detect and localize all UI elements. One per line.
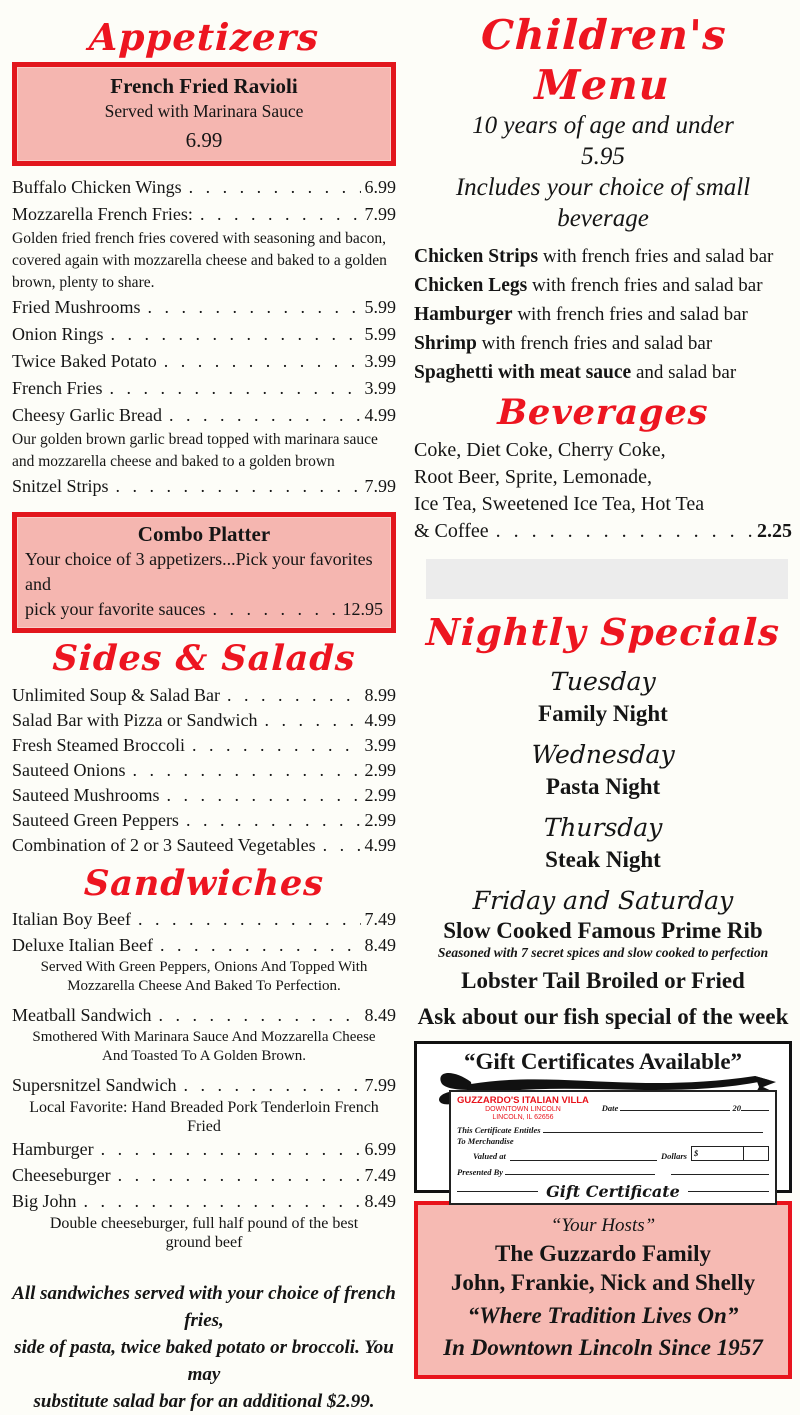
hosts-names: John, Frankie, Nick and Shelly <box>450 1270 756 1295</box>
menu-item: Big John . . . 8.49 <box>12 1188 396 1214</box>
beverages-heading: Beverages <box>496 392 710 433</box>
featured-price: 6.99 <box>185 128 223 152</box>
featured-subtitle: Served with Marinara Sauce <box>104 101 304 121</box>
childrens-menu-heading: Children's Menu <box>480 11 728 109</box>
menu-item: Hamburger . . . 6.99 <box>12 1136 396 1162</box>
menu-item-description: Local Favorite: Hand Breaded Pork Tenderloin French Fried <box>29 1099 379 1135</box>
beverages-price-row: & Coffee . . . 2.25 <box>414 518 792 545</box>
fish-special-note: Ask about our fish special of the week <box>417 1004 789 1029</box>
dot-leader <box>227 683 361 708</box>
gift-certificate-box <box>414 1041 792 1201</box>
dot-leader <box>132 758 360 783</box>
hosts-location: In Downtown Lincoln Since 1957 <box>443 1335 763 1360</box>
special-day: Tuesday <box>549 667 657 696</box>
dot-leader <box>496 518 753 545</box>
menu-item-description: Double cheeseburger, full half pound of the best ground beef <box>49 1215 359 1251</box>
combo-platter-box <box>12 512 396 633</box>
kids-item: Hamburger with french fries and salad bar <box>414 304 748 325</box>
dot-leader <box>167 783 361 808</box>
nightly-specials-heading: Nightly Specials <box>425 610 781 654</box>
menu-item-description: Smothered With Marinara Sauce And Mozzarella Cheese And Toasted To A Golden Brown. <box>32 1029 376 1064</box>
special-day: Wednesday <box>530 740 676 769</box>
blank-gray-band <box>426 559 788 599</box>
menu-item: Deluxe Italian Beef . . . 8.49 <box>12 932 396 958</box>
appetizers-heading: Appetizers <box>88 15 320 59</box>
beverages-list: Coke, Diet Coke, Cherry Coke, Root Beer, Sprite, Lemonade, Ice Tea, Sweetened Ice Tea, Hot Tea & Coffee . . . 2.25 <box>414 437 792 545</box>
childrens-items <box>414 242 792 387</box>
featured-ravioli-box <box>12 62 396 166</box>
dot-leader <box>169 402 361 429</box>
menu-item: Fresh Steamed Broccoli . . . 3.99 <box>12 733 396 758</box>
childrens-price: 5.95 <box>581 143 625 170</box>
hosts-box <box>414 1201 792 1379</box>
special-name: Slow Cooked Famous Prime Rib <box>443 918 763 943</box>
right-column <box>400 0 800 1360</box>
menu-item-description: Served With Green Peppers, Onions And Topped With Mozzarella Cheese And Baked To Perfection. <box>40 959 368 994</box>
sandwiches-list <box>12 906 396 1252</box>
dot-leader <box>111 321 361 348</box>
valued-blank <box>510 1153 657 1161</box>
menu-item: Cheeseburger . . . 7.49 <box>12 1162 396 1188</box>
menu-item: Italian Boy Beef . . . 7.49 <box>12 906 396 932</box>
certificate-form <box>449 1090 777 1205</box>
menu-item-description: Our golden brown garlic bread topped with marinara sauce and mozzarella cheese and baked to a golden brown <box>12 431 378 470</box>
sides-heading: Sides & Salads <box>51 638 357 679</box>
dot-leader <box>264 708 360 733</box>
sides-list <box>12 683 396 858</box>
business-name: GUZZARDO'S ITALIAN VILLA <box>457 1095 589 1106</box>
merchandise-line: To Merchandise <box>457 1136 514 1146</box>
dollar-amount-box: $ <box>691 1146 769 1161</box>
combo-line1: Your choice of 3 appetizers...Pick your favorites and <box>25 549 373 594</box>
menu-item: Twice Baked Potato . . . 3.99 <box>12 348 396 375</box>
signature-blank <box>671 1167 769 1175</box>
dot-leader <box>186 808 361 833</box>
appetizers-list <box>12 174 396 500</box>
combo-line2: pick your favorite sauces . . . 12.95 <box>25 597 383 622</box>
combo-title: Combo Platter <box>137 522 271 546</box>
menu-item: Snitzel Strips . . . 7.99 <box>12 473 396 500</box>
dot-leader <box>200 201 361 228</box>
hosts-family-name: The Guzzardo Family <box>495 1241 711 1266</box>
menu-item: Sauteed Onions . . . 2.99 <box>12 758 396 783</box>
menu-item: Cheesy Garlic Bread . . . 4.99 <box>12 402 396 429</box>
gift-certificates-title: “Gift Certificates Available” <box>463 1049 743 1074</box>
certificate-business-block: GUZZARDO'S ITALIAN VILLA DOWNTOWN LINCOLN LINCOLN, IL 62656 <box>457 1095 589 1121</box>
special-name: Steak Night <box>545 847 661 872</box>
dot-leader <box>138 906 361 932</box>
kids-item: Spaghetti with meat sauce and salad bar <box>414 362 737 383</box>
dot-leader <box>116 473 361 500</box>
kids-item: Chicken Legs with french fries and salad bar <box>414 275 763 296</box>
nightly-specials-list <box>414 667 792 1031</box>
featured-title: French Fried Ravioli <box>110 74 298 98</box>
date-line: Date 20 <box>602 1095 769 1113</box>
entitles-blank <box>543 1125 763 1133</box>
dot-leader <box>84 1188 361 1214</box>
dot-leader <box>323 833 361 858</box>
kids-item: Shrimp with french fries and salad bar <box>414 333 713 354</box>
special-day: Friday and Saturday <box>472 886 734 915</box>
dot-leader <box>164 348 361 375</box>
dot-leader <box>109 375 360 402</box>
valued-line: Valued at Dollars $ <box>457 1146 769 1161</box>
dot-leader <box>118 1162 361 1188</box>
menu-item: Supersnitzel Sandwich . . . 7.99 <box>12 1072 396 1098</box>
year-blank <box>741 1103 769 1111</box>
menu-item: Onion Rings . . . 5.99 <box>12 321 396 348</box>
date-blank <box>620 1103 730 1111</box>
sandwich-footer-note: All sandwiches served with your choice of french fries, side of pasta, twice baked potato or broccoli. You may substitute salad bar for an additional $2.99. <box>12 1283 396 1412</box>
dot-leader <box>212 597 338 622</box>
special-note: Seasoned with 7 secret spices and slow cooked to perfection <box>437 945 769 960</box>
menu-item: Sauteed Mushrooms . . . 2.99 <box>12 783 396 808</box>
left-column <box>0 0 400 1412</box>
dot-leader <box>189 174 361 201</box>
dot-leader <box>101 1136 361 1162</box>
your-hosts-quote: “Your Hosts” <box>550 1215 656 1236</box>
special-name: Family Night <box>538 701 668 726</box>
menu-item: Unlimited Soup & Salad Bar . . . 8.99 <box>12 683 396 708</box>
childrens-age-note: 10 years of age and under <box>472 112 734 139</box>
menu-item: Salad Bar with Pizza or Sandwich . . . 4.99 <box>12 708 396 733</box>
menu-item: Combination of 2 or 3 Sauteed Vegetables . . . 4.99 <box>12 833 396 858</box>
menu-item-description: Golden fried french fries covered with seasoning and bacon, covered again with mozzarella cheese and baked to a golden brown, plenty to share. <box>12 230 387 291</box>
dot-leader <box>148 294 361 321</box>
sandwiches-heading: Sandwiches <box>83 863 325 904</box>
menu-item: French Fries . . . 3.99 <box>12 375 396 402</box>
hosts-motto: “Where Tradition Lives On” <box>467 1303 739 1328</box>
menu-item: Meatball Sandwich . . . 8.49 <box>12 1002 396 1028</box>
menu-item: Sauteed Green Peppers . . . 2.99 <box>12 808 396 833</box>
menu-item: Buffalo Chicken Wings . . . 6.99 <box>12 174 396 201</box>
dot-leader <box>160 932 361 958</box>
special-day: Thursday <box>543 813 663 842</box>
childrens-beverage-note: Includes your choice of small beverage <box>455 174 751 232</box>
dot-leader <box>183 1072 360 1098</box>
kids-item: Chicken Strips with french fries and salad bar <box>414 246 774 267</box>
special-name: Lobster Tail Broiled or Fried <box>461 968 745 993</box>
entitles-line: This Certificate Entitles <box>457 1125 769 1135</box>
presented-blank <box>505 1167 655 1175</box>
gift-certificate-script-label: Gift Certificate <box>457 1182 769 1201</box>
presented-line: Presented By <box>457 1167 769 1177</box>
menu-item: Fried Mushrooms . . . 5.99 <box>12 294 396 321</box>
special-name: Pasta Night <box>545 774 661 799</box>
menu-item: Mozzarella French Fries: . . . 7.99 <box>12 201 396 228</box>
dot-leader <box>158 1002 360 1028</box>
dot-leader <box>192 733 361 758</box>
